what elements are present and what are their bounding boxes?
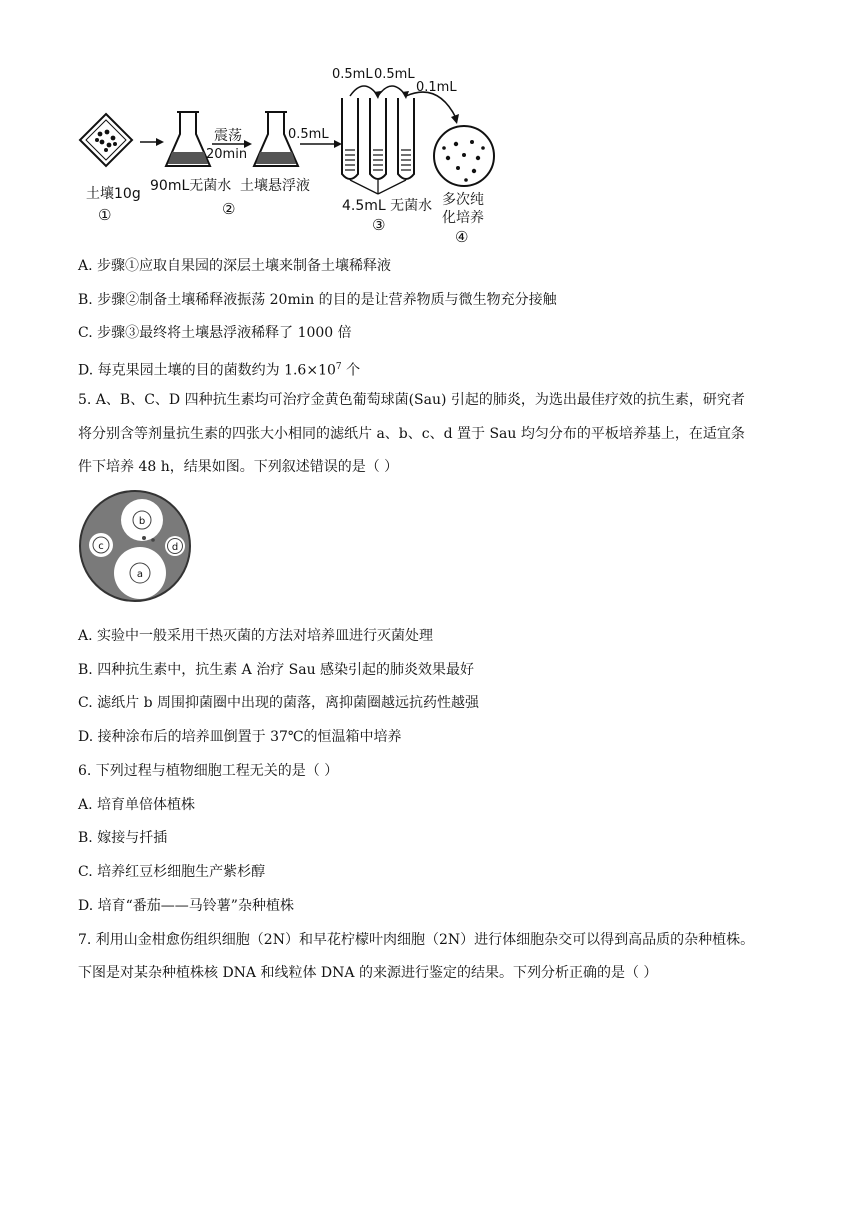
q4-option-b: B. 步骤②制备土壤稀释液振荡 20min 的目的是让营养物质与微生物充分接触 <box>78 292 557 308</box>
q4-option-d-unit: 个 <box>341 362 361 379</box>
culture-label-line2: 化培养 <box>442 210 484 226</box>
antibiotic-plate-figure <box>78 489 192 603</box>
soil-label: 土壤10g <box>86 186 141 202</box>
svg-text:a: a <box>136 569 144 580</box>
test-tube-icon <box>370 98 386 179</box>
step4-marker: ④ <box>455 228 469 246</box>
q5-stem-line1: 5. A、B、C、D 四种抗生素均可治疗金黄色葡萄球菌(Sau) 引起的肺炎，为选出最佳疗效的抗生素，研究者 <box>78 392 745 408</box>
culture-label-line1: 多次纯 <box>442 192 484 208</box>
q6-option-c: C. 培养红豆杉细胞生产紫杉醇 <box>78 864 266 880</box>
filter-disc-d <box>168 539 183 554</box>
tube-transfer-label-2: 0.5mL <box>374 67 415 82</box>
q4-option-c: C. 步骤③最终将土壤悬浮液稀释了 1000 倍 <box>78 325 352 341</box>
q7-stem-line2: 下图是对某杂种植株核 DNA 和线粒体 DNA 的来源进行鉴定的结果。下列分析正确的是（ ） <box>78 965 658 981</box>
bracket-lines <box>350 180 406 194</box>
step2-marker: ② <box>222 200 236 218</box>
test-tube-icon <box>398 98 414 179</box>
suspension-label: 土壤悬浮液 <box>240 178 310 194</box>
tube-transfer-label-1: 0.5mL <box>332 67 373 82</box>
q4-option-a: A. 步骤①应取自果园的深层土壤来制备土壤稀释液 <box>78 258 392 274</box>
shake-label: 震荡 <box>214 128 242 144</box>
q6-option-b: B. 嫁接与扦插 <box>78 830 168 846</box>
water-90-label: 90mL无菌水 <box>150 178 232 194</box>
flask-icon <box>166 112 210 166</box>
q5-option-a: A. 实验中一般采用干热灭菌的方法对培养皿进行灭菌处理 <box>78 628 434 644</box>
q5-option-b: B. 四种抗生素中，抗生素 A 治疗 Sau 感染引起的肺炎效果最好 <box>78 662 475 678</box>
step3-marker: ③ <box>372 216 386 234</box>
petri-plate-icon <box>434 126 494 186</box>
colony-dot <box>142 536 146 540</box>
step1-marker: ① <box>98 206 112 224</box>
q5-option-c: C. 滤纸片 b 周围抑菌圈中出现的菌落，离抑菌圈越远抗药性越强 <box>78 695 479 711</box>
q6-option-d: D. 培育“番茄——马铃薯”杂种植株 <box>78 898 294 914</box>
q5-option-d: D. 接种涂布后的培养皿倒置于 37℃的恒温箱中培养 <box>78 729 402 745</box>
q4-option-d <box>78 357 360 381</box>
soil-sample-icon <box>80 114 132 166</box>
q4-option-d-exponent: 7 <box>335 362 342 372</box>
plate-volume-label: 0.1mL <box>416 80 457 95</box>
q4-option-d-text: D. 每克果园土壤的目的菌数约为 1.6×10 <box>78 362 336 379</box>
svg-text:b: b <box>138 516 146 527</box>
q5-stem-line2: 将分别含等剂量抗生素的四张大小相同的滤纸片 a、b、c、d 置于 Sau 均匀分布的平板培养基上，在适宜条 <box>78 426 745 442</box>
test-tube-icon <box>342 98 358 179</box>
q5-stem-line3: 件下培养 48 h，结果如图。下列叙述错误的是（ ） <box>78 459 399 475</box>
q7-stem-line1: 7. 利用山金柑愈伤组织细胞（2N）和早花柠檬叶肉细胞（2N）进行体细胞杂交可以得到高品质的杂种植株。 <box>78 932 755 948</box>
q6-option-a: A. 培育单倍体植株 <box>78 797 196 813</box>
svg-text:d: d <box>171 542 179 553</box>
tubes-water-label: 4.5mL 无菌水 <box>342 198 433 214</box>
arrow-icon <box>140 138 164 146</box>
q6-stem: 6. 下列过程与植物细胞工程无关的是（ ） <box>78 763 339 779</box>
svg-text:c: c <box>98 541 104 552</box>
dilution-procedure-figure <box>78 62 518 250</box>
shake-time-label: 20min <box>206 147 248 162</box>
filter-disc-b <box>133 511 151 529</box>
colony-dot <box>151 538 155 542</box>
filter-disc-a <box>130 563 150 583</box>
transfer-volume-label: 0.5mL <box>288 127 329 142</box>
filter-disc-c <box>93 537 109 553</box>
